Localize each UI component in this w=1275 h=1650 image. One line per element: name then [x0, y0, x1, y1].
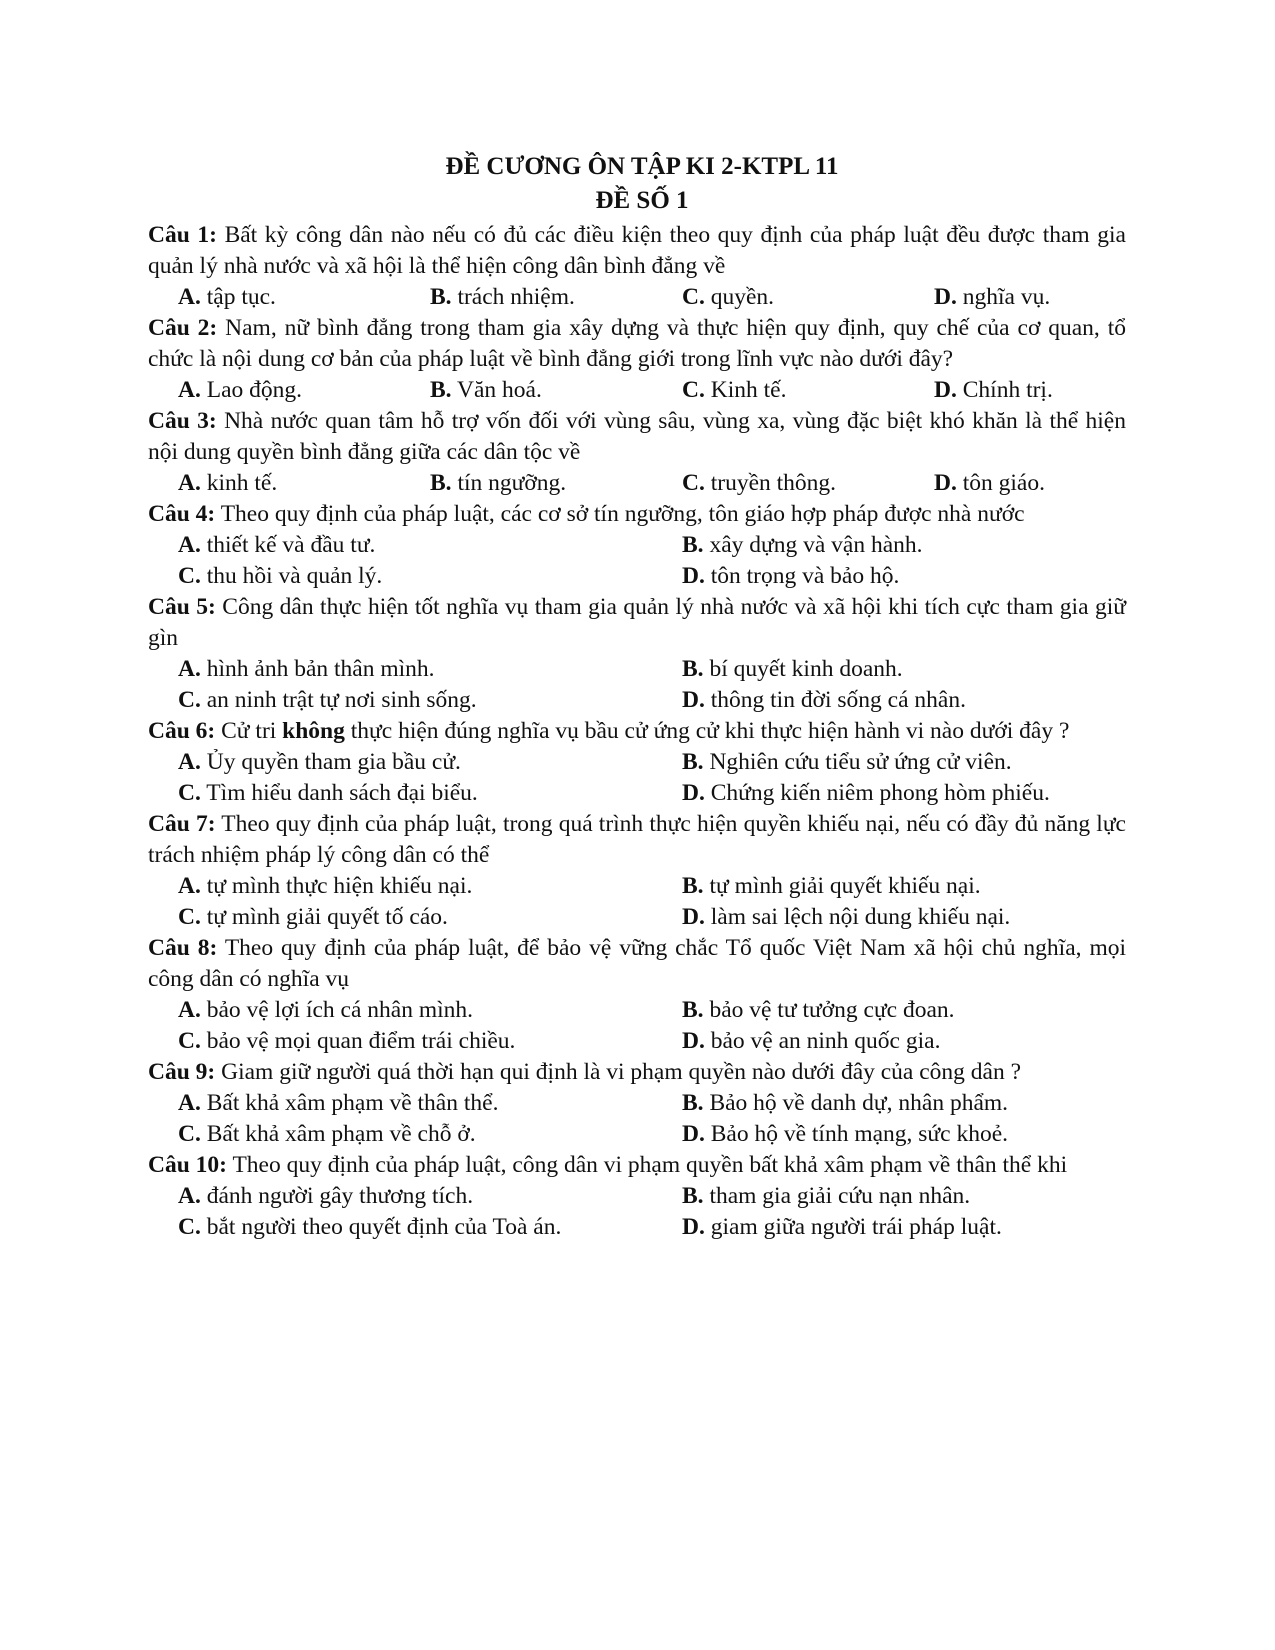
question-1	[148, 220, 1126, 313]
option-letter: D.	[682, 1214, 705, 1240]
option-letter: A.	[178, 1183, 201, 1209]
question-text: Theo quy định của pháp luật, trong quá trình thực hiện quyền khiếu nại, nếu có đầy đủ năng lực trách nhiệm pháp lý công dân có thể	[148, 811, 1126, 868]
option-c	[178, 902, 682, 933]
option-text: Kinh tế.	[704, 377, 787, 403]
question-stem	[148, 1057, 1126, 1088]
question-label: Câu 9:	[148, 1059, 216, 1085]
question-label: Câu 8:	[148, 935, 218, 961]
option-letter: C.	[178, 1028, 201, 1054]
option-letter: B.	[682, 873, 704, 899]
option-text: tự mình giải quyết khiếu nại.	[703, 873, 981, 899]
question-stem	[148, 716, 1126, 747]
option-b	[682, 871, 1126, 902]
option-a	[178, 530, 682, 561]
option-letter: A.	[178, 749, 201, 775]
question-label: Câu 3:	[148, 408, 217, 434]
option-text: bảo vệ mọi quan điểm trái chiều.	[200, 1028, 516, 1054]
option-text: đánh người gây thương tích.	[200, 1183, 474, 1209]
option-text: Lao động.	[200, 377, 303, 403]
option-b	[430, 468, 682, 499]
option-letter: B.	[430, 284, 452, 310]
question-2	[148, 313, 1126, 406]
option-text: bảo vệ tư tưởng cực đoan.	[703, 997, 955, 1023]
option-letter: D.	[682, 904, 705, 930]
option-c	[178, 561, 682, 592]
option-text: an ninh trật tự nơi sinh sống.	[200, 687, 477, 713]
option-text: tôn giáo.	[956, 470, 1045, 496]
option-text: bắt người theo quyết định của Toà án.	[200, 1214, 562, 1240]
question-label: Câu 5:	[148, 594, 216, 620]
option-c	[178, 1119, 682, 1150]
option-text: Chính trị.	[956, 377, 1053, 403]
option-letter: A.	[178, 997, 201, 1023]
option-a	[178, 871, 682, 902]
option-letter: B.	[682, 1090, 704, 1116]
question-text: Công dân thực hiện tốt nghĩa vụ tham gia quản lý nhà nước và xã hội khi tích cực tham gia giữ gìn	[148, 594, 1126, 651]
question-text: Cử tri	[215, 718, 283, 744]
option-letter: B.	[682, 749, 704, 775]
option-letter: C.	[178, 904, 201, 930]
option-d	[682, 902, 1126, 933]
answer-options	[148, 282, 1126, 313]
option-a	[178, 468, 430, 499]
question-stem	[148, 313, 1126, 375]
option-text: Bảo hộ về tính mạng, sức khoẻ.	[704, 1121, 1009, 1147]
answer-options	[148, 1088, 1126, 1150]
question-10	[148, 1150, 1126, 1243]
option-text: bảo vệ an ninh quốc gia.	[704, 1028, 941, 1054]
question-stem	[148, 220, 1126, 282]
option-letter: C.	[178, 780, 201, 806]
option-letter: D.	[682, 780, 705, 806]
question-stem	[148, 809, 1126, 871]
answer-options	[148, 375, 1126, 406]
question-label: Câu 4:	[148, 501, 216, 527]
option-letter: C.	[682, 377, 705, 403]
option-c	[682, 375, 934, 406]
option-text: Ủy quyền tham gia bầu cử.	[200, 749, 461, 775]
option-letter: A.	[178, 377, 201, 403]
option-c	[178, 1026, 682, 1057]
option-letter: B.	[682, 532, 704, 558]
answer-options	[148, 747, 1126, 809]
option-b	[682, 654, 1126, 685]
question-4	[148, 499, 1126, 592]
answer-options	[148, 1181, 1126, 1243]
question-9	[148, 1057, 1126, 1150]
option-text: làm sai lệch nội dung khiếu nại.	[704, 904, 1011, 930]
option-text: nghĩa vụ.	[956, 284, 1051, 310]
option-letter: B.	[682, 656, 704, 682]
option-text: Chứng kiến niêm phong hòm phiếu.	[704, 780, 1050, 806]
document-subtitle: ĐỀ SỐ 1	[595, 187, 689, 214]
option-letter: B.	[682, 997, 704, 1023]
question-stem	[148, 499, 1126, 530]
option-b	[682, 995, 1126, 1026]
option-letter: A.	[178, 470, 201, 496]
question-text: Bất kỳ công dân nào nếu có đủ các điều kiện theo quy định của pháp luật đều được tham gia quản lý nhà nước và xã hội là thể hiện công dân bình đẳng về	[148, 222, 1126, 279]
option-text: giam giữa người trái pháp luật.	[704, 1214, 1002, 1240]
option-b	[430, 375, 682, 406]
option-a	[178, 747, 682, 778]
option-letter: C.	[178, 563, 201, 589]
question-text: Nhà nước quan tâm hỗ trợ vốn đối với vùng sâu, vùng xa, vùng đặc biệt khó khăn là thể hiện nội dung quyền bình đẳng giữa các dân tộc về	[148, 408, 1126, 465]
option-text: thiết kế và đầu tư.	[200, 532, 376, 558]
option-c	[178, 778, 682, 809]
option-text: quyền.	[704, 284, 775, 310]
option-text: thông tin đời sống cá nhân.	[704, 687, 966, 713]
question-label: Câu 7:	[148, 811, 216, 837]
exam-page	[148, 150, 1126, 1243]
option-letter: D.	[934, 284, 957, 310]
question-text: Theo quy định của pháp luật, công dân vi phạm quyền bất khả xâm phạm về thân thể khi	[227, 1152, 1068, 1178]
question-stem	[148, 1150, 1126, 1181]
option-letter: C.	[178, 1214, 201, 1240]
question-text: thực hiện đúng nghĩa vụ bầu cử ứng cử khi thực hiện hành vi nào dưới đây ?	[344, 718, 1070, 744]
option-c	[682, 468, 934, 499]
option-text: bí quyết kinh doanh.	[703, 656, 903, 682]
option-d	[682, 1119, 1126, 1150]
option-letter: A.	[178, 656, 201, 682]
option-d	[934, 282, 1126, 313]
question-text: Giam giữ người quá thời hạn qui định là vi phạm quyền nào dưới đây của công dân ?	[215, 1059, 1022, 1085]
option-a	[178, 995, 682, 1026]
answer-options	[148, 468, 1126, 499]
option-letter: B.	[430, 377, 452, 403]
option-letter: C.	[682, 284, 705, 310]
option-b	[682, 1181, 1126, 1212]
option-a	[178, 1088, 682, 1119]
option-d	[682, 1212, 1126, 1243]
option-text: truyền thông.	[704, 470, 837, 496]
option-a	[178, 375, 430, 406]
question-stem	[148, 592, 1126, 654]
option-letter: D.	[682, 1121, 705, 1147]
option-d	[682, 778, 1126, 809]
option-b	[430, 282, 682, 313]
document-title: ĐỀ CƯƠNG ÔN TẬP KI 2-KTPL 11	[445, 153, 839, 180]
option-letter: B.	[682, 1183, 704, 1209]
option-text: thu hồi và quản lý.	[200, 563, 383, 589]
question-label: Câu 6:	[148, 718, 216, 744]
question-5	[148, 592, 1126, 716]
option-a	[178, 654, 682, 685]
question-stem	[148, 933, 1126, 995]
option-letter: C.	[178, 687, 201, 713]
question-stem	[148, 406, 1126, 468]
option-text: tín ngưỡng.	[451, 470, 567, 496]
option-text: Tìm hiểu danh sách đại biểu.	[200, 780, 478, 806]
option-text: hình ảnh bản thân mình.	[200, 656, 435, 682]
option-d	[682, 685, 1126, 716]
option-text: xây dựng và vận hành.	[703, 532, 923, 558]
option-b	[682, 747, 1126, 778]
question-text: Theo quy định của pháp luật, các cơ sở tín ngưỡng, tôn giáo hợp pháp được nhà nước	[215, 501, 1025, 527]
option-letter: B.	[430, 470, 452, 496]
question-7	[148, 809, 1126, 933]
option-letter: A.	[178, 1090, 201, 1116]
option-d	[934, 468, 1126, 499]
option-d	[682, 1026, 1126, 1057]
option-letter: A.	[178, 284, 201, 310]
answer-options	[148, 530, 1126, 592]
answer-options	[148, 654, 1126, 716]
option-text: tập tục.	[200, 284, 276, 310]
option-c	[682, 282, 934, 313]
question-6	[148, 716, 1126, 809]
option-text: Bất khả xâm phạm về chỗ ở.	[200, 1121, 476, 1147]
option-text: bảo vệ lợi ích cá nhân mình.	[200, 997, 474, 1023]
option-b	[682, 1088, 1126, 1119]
option-b	[682, 530, 1126, 561]
question-label: Câu 10:	[148, 1152, 227, 1178]
answer-options	[148, 871, 1126, 933]
option-c	[178, 1212, 682, 1243]
question-label: Câu 1:	[148, 222, 217, 248]
question-text: Theo quy định của pháp luật, để bảo vệ vững chắc Tổ quốc Việt Nam xã hội chủ nghĩa, mọi công dân có nghĩa vụ	[148, 935, 1127, 992]
option-text: tham gia giải cứu nạn nhân.	[703, 1183, 971, 1209]
question-label: Câu 2:	[148, 315, 218, 341]
option-text: tự mình thực hiện khiếu nại.	[200, 873, 473, 899]
option-letter: A.	[178, 532, 201, 558]
option-c	[178, 685, 682, 716]
option-text: Bảo hộ về danh dự, nhân phẩm.	[703, 1090, 1009, 1116]
option-text: trách nhiệm.	[451, 284, 575, 310]
option-letter: A.	[178, 873, 201, 899]
option-text: Nghiên cứu tiểu sử ứng cử viên.	[703, 749, 1012, 775]
option-d	[934, 375, 1126, 406]
question-8	[148, 933, 1126, 1057]
option-text: tự mình giải quyết tố cáo.	[200, 904, 448, 930]
option-letter: C.	[682, 470, 705, 496]
option-letter: D.	[934, 377, 957, 403]
option-text: Văn hoá.	[451, 377, 542, 403]
option-d	[682, 561, 1126, 592]
question-text: Nam, nữ bình đẳng trong tham gia xây dựng và thực hiện quy định, quy chế của cơ quan, tổ chức là nội dung cơ bản của pháp luật về bình đẳng giới trong lĩnh vực nào dưới đây?	[148, 315, 1126, 372]
option-letter: D.	[682, 1028, 705, 1054]
option-letter: D.	[682, 563, 705, 589]
option-text: tôn trọng và bảo hộ.	[704, 563, 900, 589]
option-a	[178, 1181, 682, 1212]
question-emphasis: không	[282, 718, 345, 744]
option-a	[178, 282, 430, 313]
option-text: Bất khả xâm phạm về thân thể.	[200, 1090, 499, 1116]
answer-options	[148, 995, 1126, 1057]
question-3	[148, 406, 1126, 499]
option-letter: D.	[682, 687, 705, 713]
option-letter: C.	[178, 1121, 201, 1147]
option-letter: D.	[934, 470, 957, 496]
option-text: kinh tế.	[200, 470, 278, 496]
